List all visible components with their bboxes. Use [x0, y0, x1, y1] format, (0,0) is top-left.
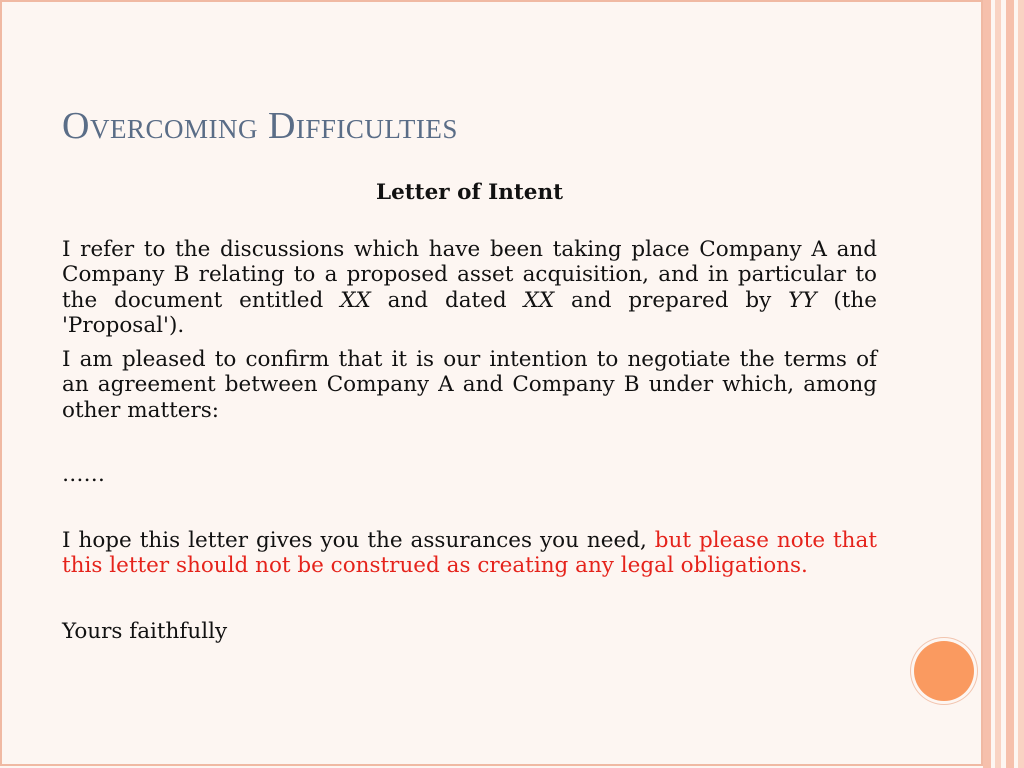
paragraph-text: (the 'Proposal').	[62, 287, 878, 338]
paragraph-text: and prepared by	[554, 287, 789, 313]
document-date: XX	[523, 287, 555, 313]
decorative-stripe	[983, 0, 991, 768]
preparer-name: YY	[788, 287, 817, 313]
paragraph-reference	[62, 237, 877, 339]
ellipsis: ……	[62, 462, 105, 487]
decorative-circle	[914, 641, 974, 701]
letter-heading: Letter of Intent	[375, 180, 564, 205]
slide-body	[62, 180, 877, 652]
paragraph-text: I hope this letter gives you the assurances you need,	[62, 527, 655, 553]
decorative-stripe	[1006, 0, 1014, 768]
document-name: XX	[340, 287, 371, 313]
decorative-stripe	[1018, 0, 1024, 768]
paragraph-intention: I am pleased to confirm that it is our intention to negotiate the terms of an agreement between Company A and Company B under which, among other matters:	[62, 346, 877, 423]
disclaimer-text: but please note that this letter should not be construed as creating any legal obligations.	[62, 527, 877, 578]
paragraph-text: and dated	[370, 287, 524, 313]
slide-title: Overcoming Difficulties	[62, 105, 458, 147]
paragraph-text: I refer to the discussions which have been taking place Company A and Company B relating to a proposed asset acquisition, and in particular to the document entitled	[62, 236, 877, 313]
decorative-stripe	[995, 0, 1001, 768]
paragraph-assurance	[62, 528, 877, 579]
closing-line: Yours faithfully	[62, 618, 228, 644]
